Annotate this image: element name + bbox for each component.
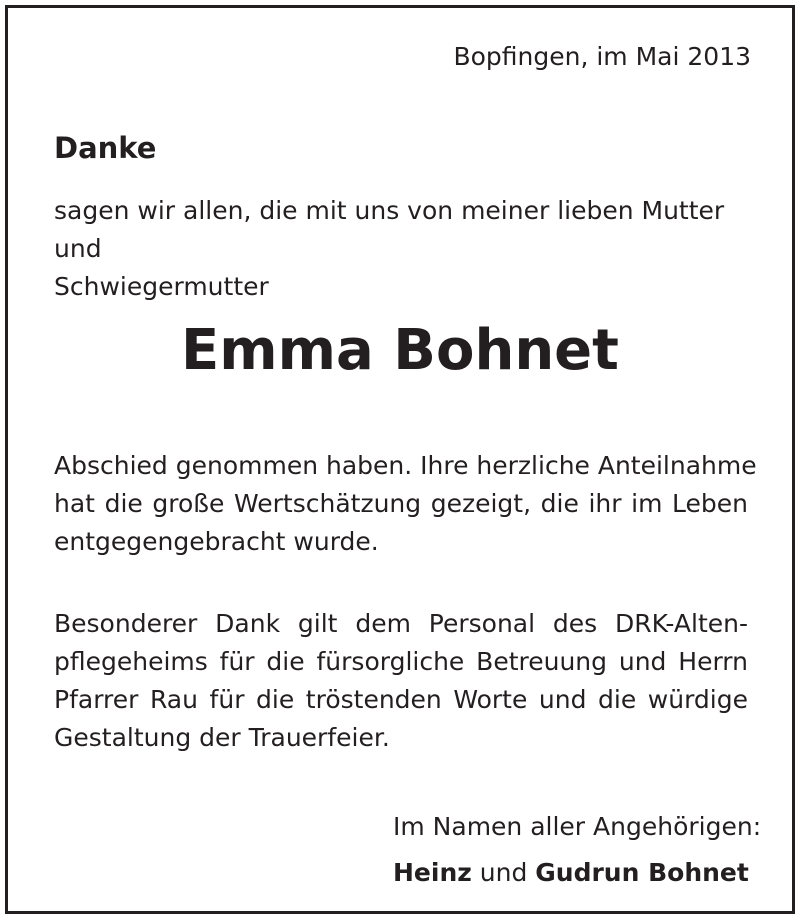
intro-text bbox=[54, 192, 748, 306]
intro-line-2: Schwiegermutter bbox=[54, 272, 269, 301]
farewell-line-3: entgegengebracht wurde. bbox=[54, 527, 379, 556]
thanks-line-1: Besonderer Dank gilt dem Personal des DRK-Alten- bbox=[54, 609, 748, 638]
place-date: Bopfingen, im Mai 2013 bbox=[453, 42, 751, 71]
closing-line: Im Namen aller Angehörigen: bbox=[393, 812, 762, 841]
thanks-line-3: Pfarrer Rau für die tröstenden Worte und die würdige bbox=[54, 685, 748, 714]
signature-conjunction: und bbox=[479, 858, 528, 887]
intro-line-1: sagen wir allen, die mit uns von meiner lieben Mutter und bbox=[54, 196, 725, 263]
thanks-line-2: pflegeheims für die fürsorgliche Betreuung und Herrn bbox=[54, 647, 748, 676]
signature-first-name: Heinz bbox=[393, 858, 472, 887]
farewell-paragraph bbox=[54, 447, 757, 561]
obituary-thank-you-notice bbox=[5, 5, 795, 914]
farewell-line-2: hat die große Wertschätzung gezeigt, die ihr im Leben bbox=[54, 489, 748, 518]
thanks-line-4: Gestaltung der Trauerfeier. bbox=[54, 723, 390, 752]
farewell-line-1: Abschied genommen haben. Ihre herzliche Anteilnahme bbox=[54, 451, 757, 480]
thanks-paragraph bbox=[54, 605, 748, 757]
signature bbox=[393, 854, 749, 892]
signature-second-name: Gudrun Bohnet bbox=[535, 858, 749, 887]
deceased-name: Emma Bohnet bbox=[181, 318, 619, 383]
notice-heading: Danke bbox=[54, 131, 157, 165]
